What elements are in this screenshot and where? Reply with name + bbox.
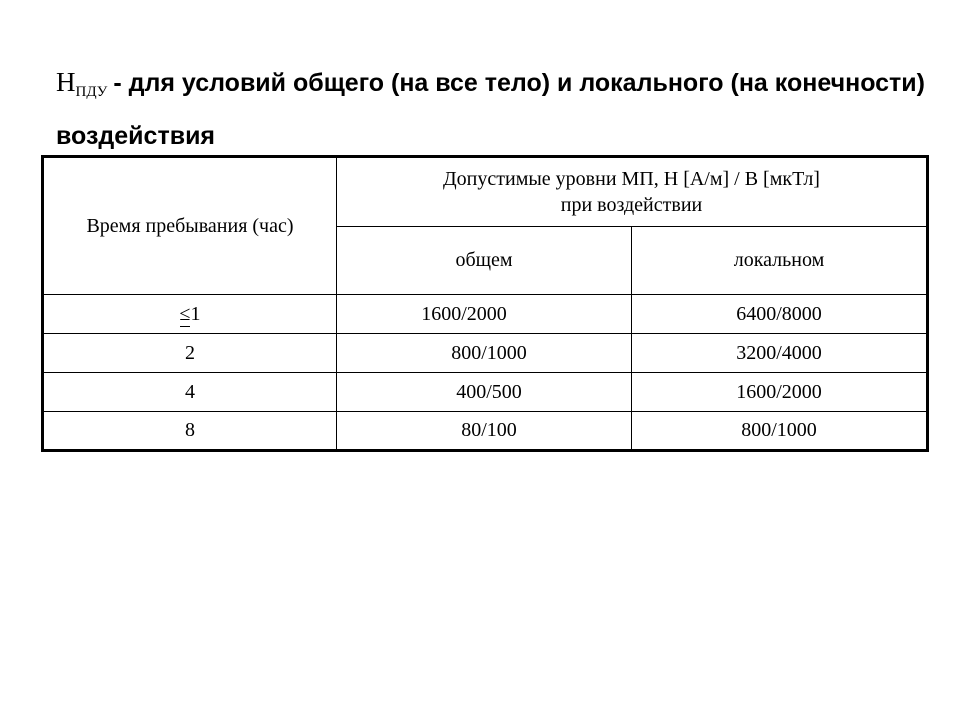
time-value: 4 [185, 380, 195, 403]
levels-header-line1: Допустимые уровни МП, Н [А/м] / В [мкТл] [443, 168, 820, 190]
general-cell [337, 334, 632, 373]
local-cell [632, 334, 928, 373]
local-cell [632, 295, 928, 334]
local-value: 1600/2000 [736, 380, 822, 403]
general-cell [337, 412, 632, 451]
table-row [43, 334, 928, 373]
general-cell [337, 373, 632, 412]
local-cell [632, 373, 928, 412]
general-value: 800/1000 [451, 341, 527, 364]
local-value: 6400/8000 [736, 302, 822, 325]
table-row [43, 295, 928, 334]
local-column-header: локальном [632, 227, 928, 295]
table-row [43, 373, 928, 412]
general-cell [337, 295, 632, 334]
general-value: 80/100 [461, 419, 517, 441]
time-cell [43, 412, 337, 451]
time-value: 1 [190, 302, 201, 325]
time-column-header [43, 157, 337, 295]
time-value: 8 [185, 419, 195, 441]
heading-symbol: H [56, 67, 76, 97]
general-column-header: общем [337, 227, 632, 295]
local-value: 800/1000 [741, 419, 817, 441]
heading-subscript: ПДУ [75, 84, 108, 100]
general-value: 1600/2000 [421, 302, 507, 325]
heading-text: - для условий общего (на все тело) и локального (на конечности) воздействия [56, 69, 925, 150]
table-row [43, 412, 928, 451]
norms-table [41, 155, 929, 452]
levels-column-header [337, 157, 928, 227]
time-cell [43, 295, 337, 334]
table-header-row [43, 157, 928, 227]
time-value: 2 [185, 341, 195, 364]
local-value: 3200/4000 [736, 341, 822, 364]
levels-header-line2: при воздействии [560, 194, 703, 216]
time-cell [43, 334, 337, 373]
general-value: 400/500 [456, 380, 522, 403]
time-header-label: Время пребывания (час) [86, 215, 294, 237]
slide-heading [56, 60, 936, 158]
less-equal-symbol: ≤ [179, 302, 191, 325]
time-cell [43, 373, 337, 412]
local-cell [632, 412, 928, 451]
